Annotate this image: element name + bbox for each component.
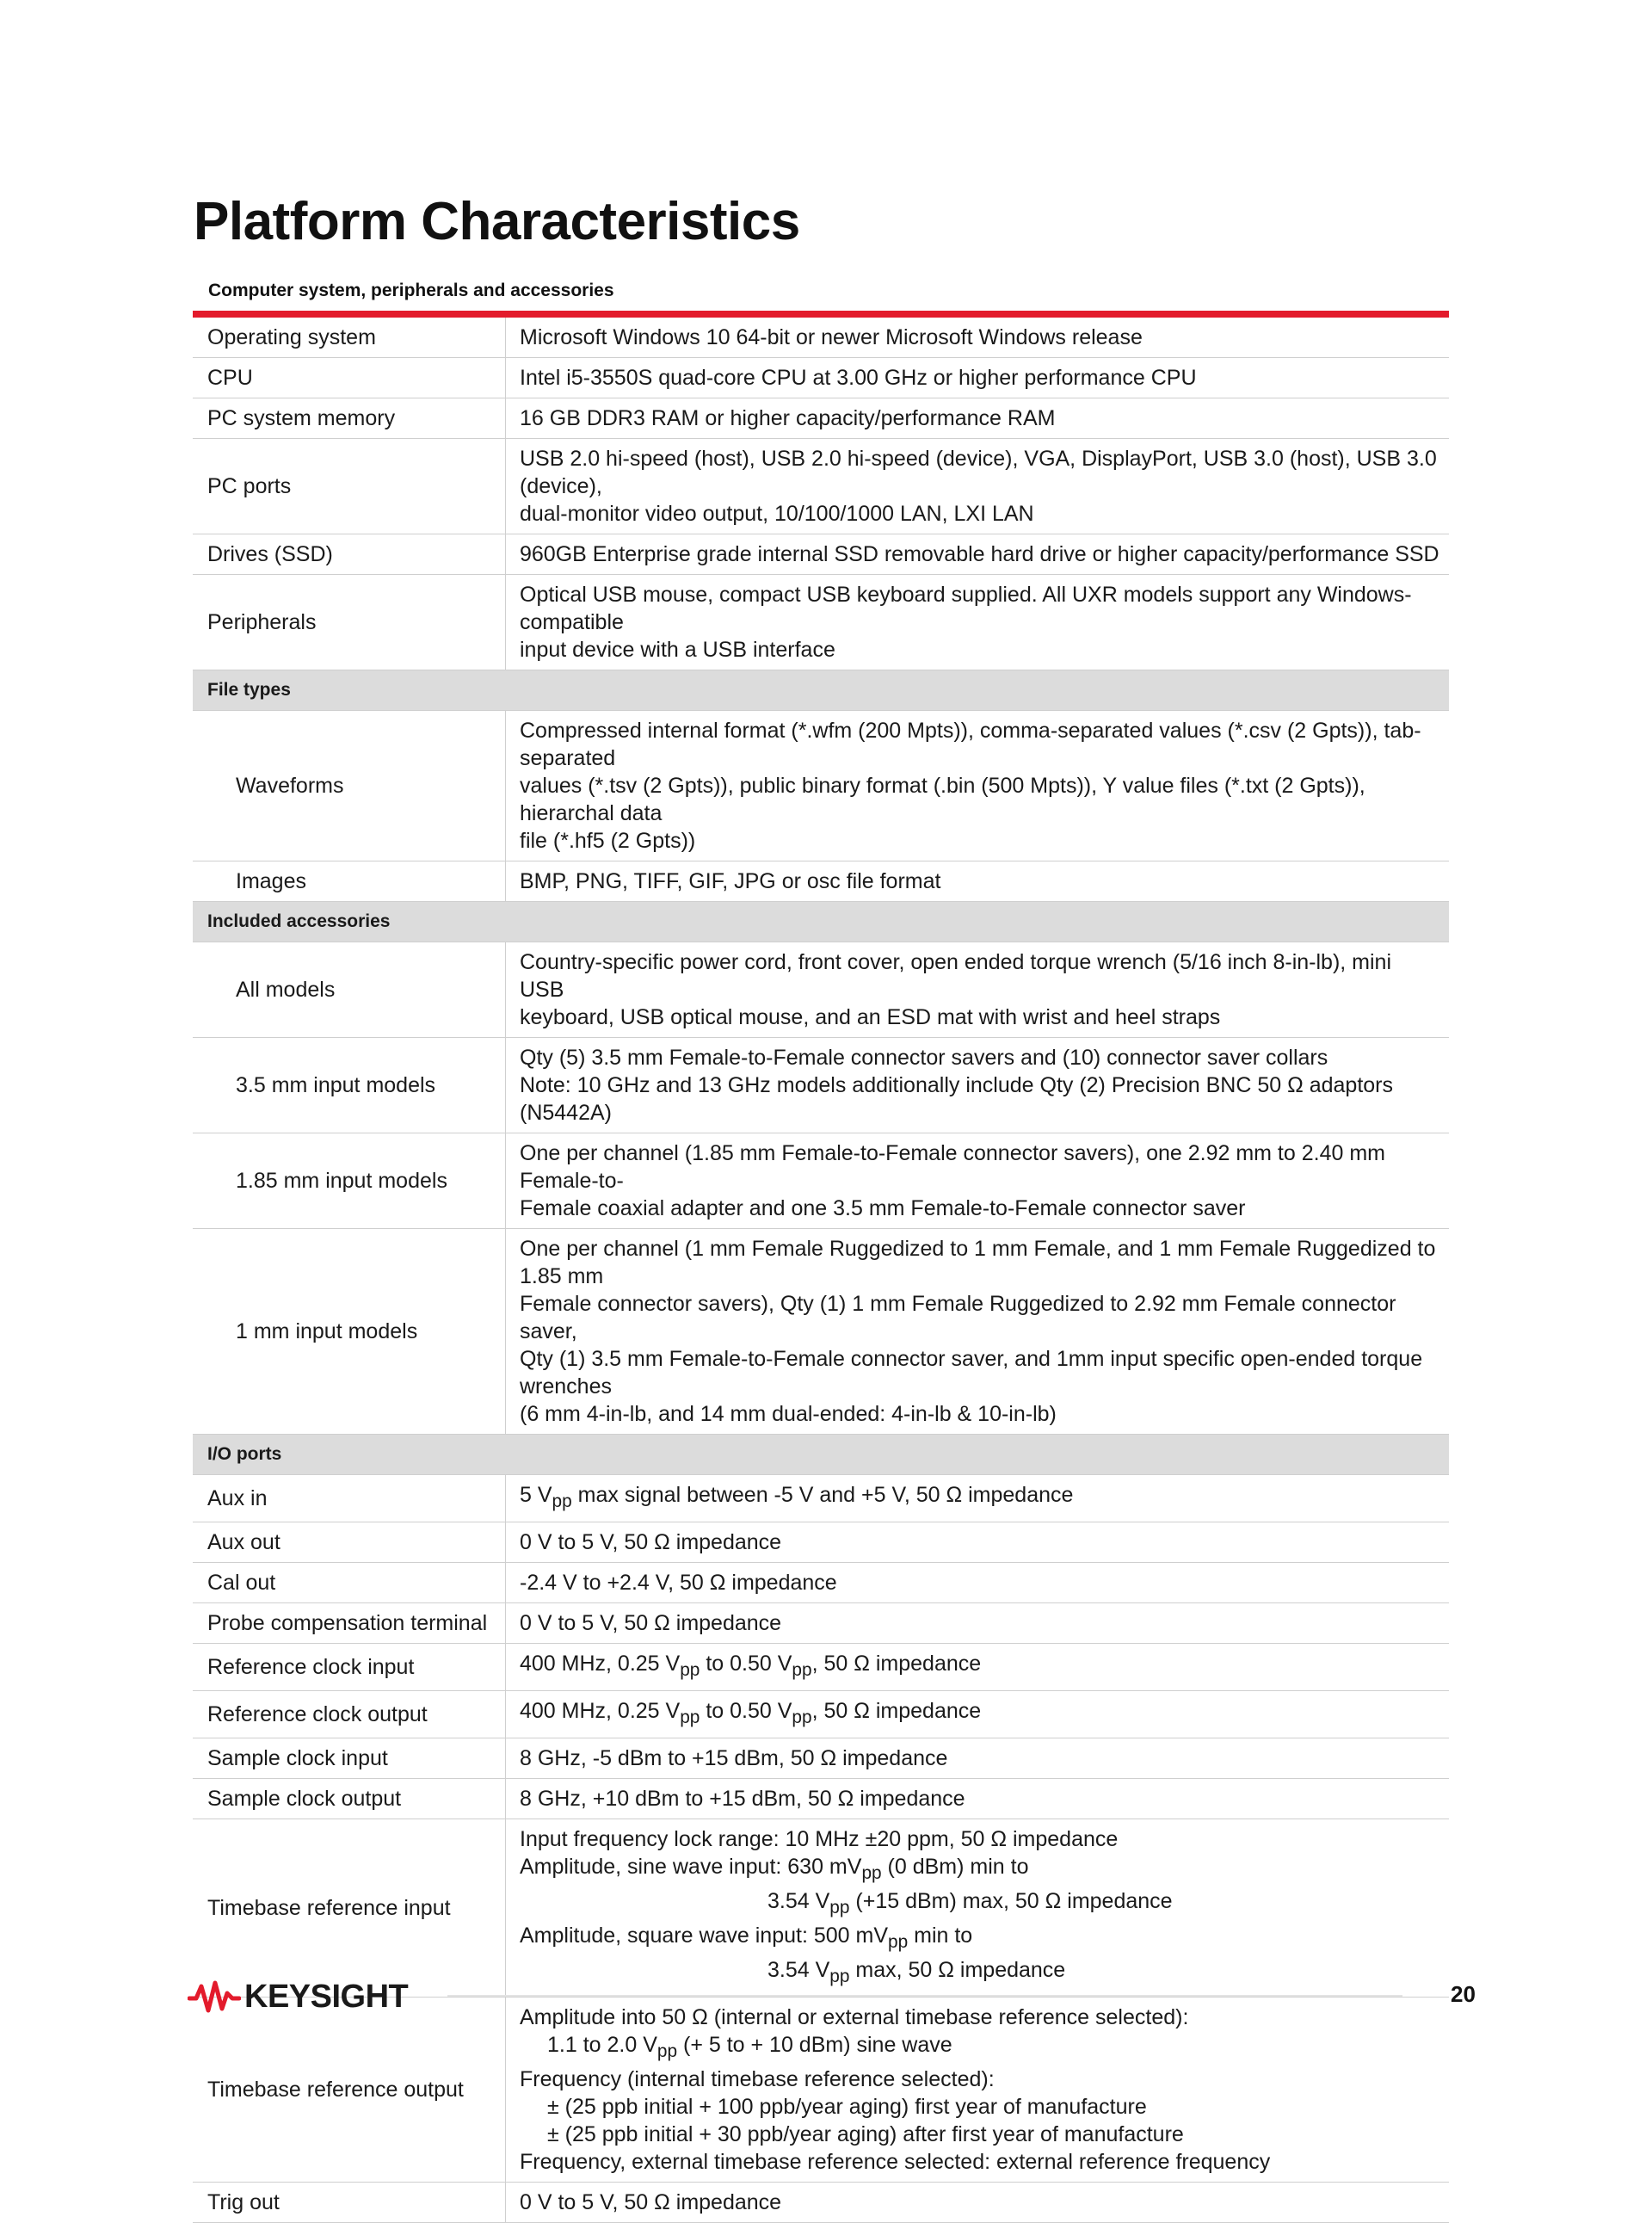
page-title: Platform Characteristics xyxy=(194,192,800,251)
row-value: Intel i5-3550S quad-core CPU at 3.00 GHz or higher performance CPU xyxy=(506,358,1450,398)
row-value: 960GB Enterprise grade internal SSD removable hard drive or higher capacity/performance SSD xyxy=(506,534,1450,575)
table-row xyxy=(193,358,1449,398)
row-label: Drives (SSD) xyxy=(193,534,506,575)
row-value: Qty (5) 3.5 mm Female-to-Female connector savers and (10) connector saver collars Note: 10 GHz and 13 GHz models additionally include Qty (2) Precision BNC 50 Ω adaptors (N5442A) xyxy=(506,1038,1450,1133)
section-header-accessories: Included accessories xyxy=(193,902,1449,942)
row-value: One per channel (1.85 mm Female-to-Female connector savers), one 2.92 mm to 2.40 mm Female-to- Female coaxial adapter and one 3.5 mm Female-to-Female connector saver xyxy=(506,1133,1450,1229)
table-row xyxy=(193,439,1449,534)
table-row xyxy=(193,861,1449,902)
row-label: Sample clock output xyxy=(193,1779,506,1819)
row-value: Country-specific power cord, front cover, open ended torque wrench (5/16 inch 8-in-lb), mini USB keyboard, USB optical mouse, and an ESD mat with wrist and heel straps xyxy=(506,942,1450,1038)
row-label: 3.5 mm input models xyxy=(193,1038,506,1133)
row-label: CPU xyxy=(193,358,506,398)
row-label: Timebase reference output xyxy=(193,1998,506,2183)
row-label: Reference clock input xyxy=(193,1644,506,1691)
row-value: 16 GB DDR3 RAM or higher capacity/performance RAM xyxy=(506,398,1450,439)
row-label: Waveforms xyxy=(193,711,506,861)
table-row xyxy=(193,318,1449,358)
table-row xyxy=(193,575,1449,670)
table-row xyxy=(193,1603,1449,1644)
row-value: 0 V to 5 V, 50 Ω impedance xyxy=(506,1603,1450,1644)
section-header-file-types: File types xyxy=(193,670,1449,711)
row-value: Input frequency lock range: 10 MHz ±20 ppm, 50 Ω impedance Amplitude, sine wave input: 630 $mV_{pp}$ (0 dBm) min to 3.54 $V_{pp}$ (+15 dBm) max, 50 Ω impedance Amplitude, square wave input: 500 $mV_{pp}$ min to 3.54 $V_{pp}$ max, 50 Ω impedance xyxy=(506,1819,1450,1998)
table-row xyxy=(193,1691,1449,1738)
table-row xyxy=(193,1522,1449,1563)
row-value: One per channel (1 mm Female Ruggedized to 1 mm Female, and 1 mm Female Ruggedized to 1.85 mm Female connector savers), Qty (1) 1 mm Female Ruggedized to 2.92 mm Female connector saver, Qty (1) 3.5 mm Female-to-Female connector saver, and 1mm input specific open-ended torque wrenches (6 mm 4-in-lb, and 14 mm dual-ended: 4-in-lb & 10-in-lb) xyxy=(506,1229,1450,1435)
row-value: 400 MHz, 0.25 $V_{pp}$ to 0.50 $V_{pp}$, 50 Ω impedance xyxy=(506,1691,1450,1738)
row-label: 1 mm input models xyxy=(193,1229,506,1435)
table-row xyxy=(193,1475,1449,1522)
table-row xyxy=(193,398,1449,439)
row-label: Sample clock input xyxy=(193,1738,506,1779)
row-value: USB 2.0 hi-speed (host), USB 2.0 hi-speed (device), VGA, DisplayPort, USB 3.0 (host), USB 3.0 (device), dual-monitor video output, 10/100/1000 LAN, LXI LAN xyxy=(506,439,1450,534)
table-row xyxy=(193,1738,1449,1779)
table-row xyxy=(193,711,1449,861)
table-row xyxy=(193,1229,1449,1435)
table-row xyxy=(193,1133,1449,1229)
row-label: 1.85 mm input models xyxy=(193,1133,506,1229)
page-number: 20 xyxy=(1451,1981,1476,2007)
row-label: PC system memory xyxy=(193,398,506,439)
table-row xyxy=(193,1644,1449,1691)
table-row xyxy=(193,1563,1449,1603)
row-value: Microsoft Windows 10 64-bit or newer Microsoft Windows release xyxy=(506,318,1450,358)
table-row xyxy=(193,942,1449,1038)
waveform-logo-icon xyxy=(188,1978,241,2016)
table-row xyxy=(193,534,1449,575)
row-label: Operating system xyxy=(193,318,506,358)
row-value: -2.4 V to +2.4 V, 50 Ω impedance xyxy=(506,1563,1450,1603)
spec-table xyxy=(193,318,1449,2223)
table-row xyxy=(193,1779,1449,1819)
keysight-logo xyxy=(188,1978,408,2016)
row-value: 5 $V_{pp}$ max signal between -5 V and +5 V, 50 Ω impedance xyxy=(506,1475,1450,1522)
row-label: Reference clock output xyxy=(193,1691,506,1738)
row-label: Trig out xyxy=(193,2183,506,2223)
row-value: 0 V to 5 V, 50 Ω impedance xyxy=(506,2183,1450,2223)
row-label: Images xyxy=(193,861,506,902)
row-value: 8 GHz, +10 dBm to +15 dBm, 50 Ω impedance xyxy=(506,1779,1450,1819)
row-label: All models xyxy=(193,942,506,1038)
row-value: Optical USB mouse, compact USB keyboard supplied. All UXR models support any Windows-compatible input device with a USB interface xyxy=(506,575,1450,670)
table-row xyxy=(193,1819,1449,1998)
row-label: Peripherals xyxy=(193,575,506,670)
red-divider xyxy=(193,311,1449,318)
row-label: Cal out xyxy=(193,1563,506,1603)
table-row xyxy=(193,1038,1449,1133)
table-row xyxy=(193,1998,1449,2183)
footer-divider xyxy=(447,1995,1402,1997)
table-row xyxy=(193,2183,1449,2223)
row-value: 0 V to 5 V, 50 Ω impedance xyxy=(506,1522,1450,1563)
row-value: Compressed internal format (*.wfm (200 Mpts)), comma-separated values (*.csv (2 Gpts)), tab-separated values (*.tsv (2 Gpts)), public binary format (.bin (500 Mpts)), Y value files (*.txt (2 Gpts)), hierarchal data file (*.hf5 (2 Gpts)) xyxy=(506,711,1450,861)
section-header-io-ports: I/O ports xyxy=(193,1435,1449,1475)
row-label: Probe compensation terminal xyxy=(193,1603,506,1644)
row-value: 400 MHz, 0.25 $V_{pp}$ to 0.50 $V_{pp}$, 50 Ω impedance xyxy=(506,1644,1450,1691)
row-value: BMP, PNG, TIFF, GIF, JPG or osc file format xyxy=(506,861,1450,902)
row-label: Aux out xyxy=(193,1522,506,1563)
row-label: Timebase reference input xyxy=(193,1819,506,1998)
row-value: Amplitude into 50 Ω (internal or external timebase reference selected): 1.1 to 2.0 $V_{pp}$ (+ 5 to + 10 dBm) sine wave Frequency (internal timebase reference selected): ± (25 ppb initial + 100 ppb/year aging) first year of manufacture ± (25 ppb initial + 30 ppb/year aging) after first year of manufacture Frequency, external timebase reference selected: external reference frequency xyxy=(506,1998,1450,2183)
row-value: 8 GHz, -5 dBm to +15 dBm, 50 Ω impedance xyxy=(506,1738,1450,1779)
row-label: PC ports xyxy=(193,439,506,534)
row-label: Aux in xyxy=(193,1475,506,1522)
brand-name: KEYSIGHT xyxy=(244,1978,409,2015)
section-caption: Computer system, peripherals and accessories xyxy=(208,281,614,300)
